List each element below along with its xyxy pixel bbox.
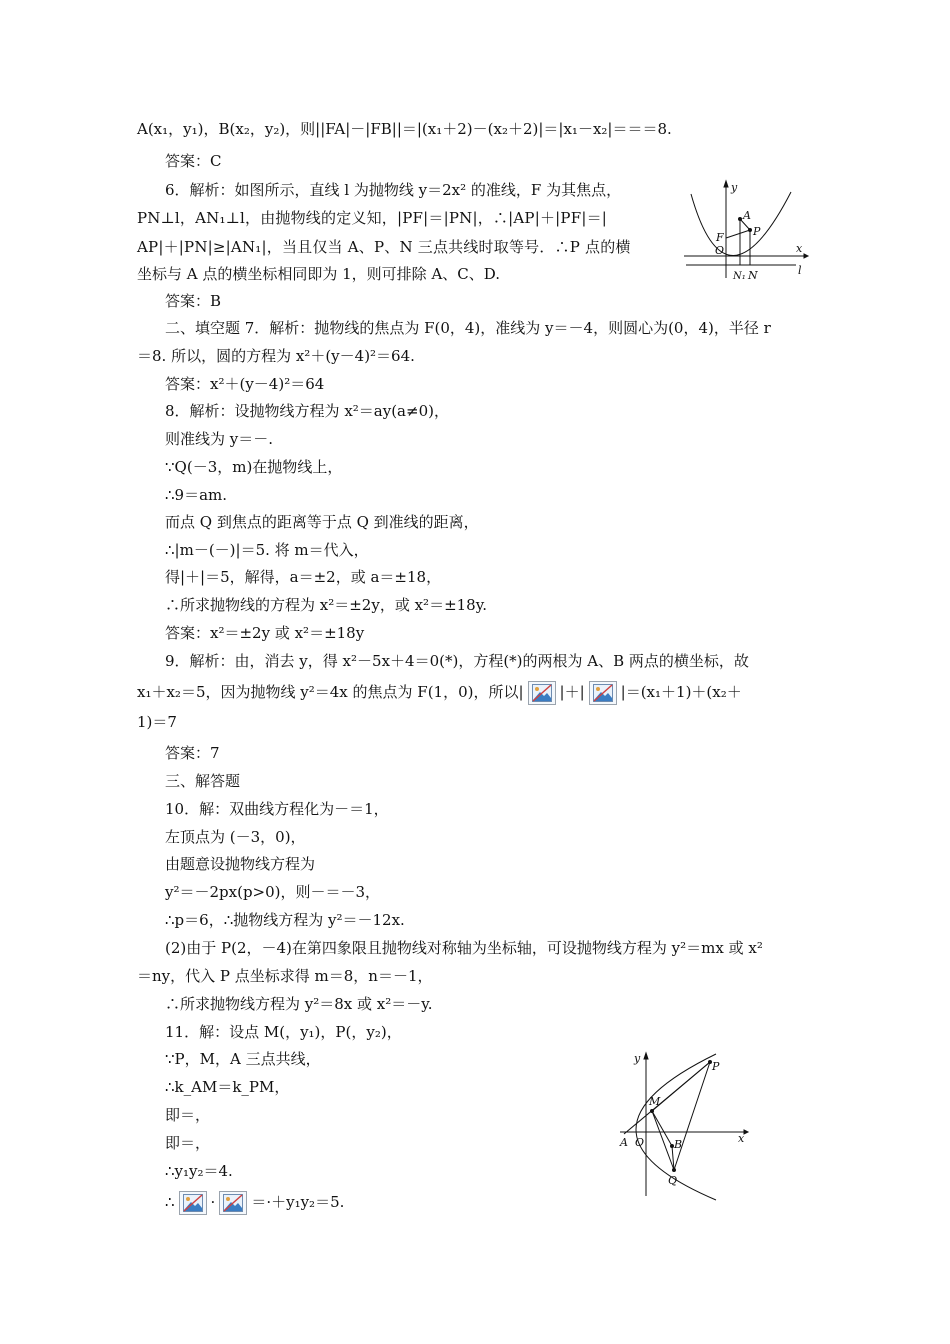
text-line: 而点 Q 到焦点的距离等于点 Q 到准线的距离， [165, 513, 479, 531]
text-line-with-images [165, 1191, 344, 1215]
broken-image-icon [219, 1191, 247, 1215]
segment-fp [726, 230, 750, 238]
line-mq [652, 1111, 674, 1170]
text-line: AP|＋|PN|≥|AN₁|，当且仅当 A、P、N 三点共线时取等号．∴P 点的横 [137, 238, 631, 256]
text-line: 6．解析：如图所示，直线 l 为抛物线 y＝2x² 的准线，F 为其焦点， [165, 181, 622, 199]
answer-line: 答案：x²＝±2y 或 x²＝±18y [165, 624, 365, 642]
parabola-figure-1 [684, 178, 810, 280]
line-mb [652, 1111, 672, 1146]
text-line: ∴|m－(－)|＝5. 将 m＝代入， [165, 541, 369, 559]
text-line: ∴所求抛物线的方程为 x²＝±2y，或 x²＝±18y. [165, 596, 487, 614]
text-line: 即＝， [165, 1106, 211, 1124]
label-m: M [649, 1095, 661, 1108]
text-line: 9．解析：由，消去 y，得 x²－5x＋4＝0(*)，方程(*)的两根为 A、B 两点的横坐标，故 [165, 652, 749, 670]
label-n: N [748, 269, 758, 280]
text-line: 二、填空题 7．解析：抛物线的焦点为 F(0，4)，准线为 y＝－4，则圆心为(0，4)，半径 r [165, 319, 771, 337]
point-p [748, 228, 752, 232]
broken-image-icon [528, 681, 556, 705]
text-line: 8．解析：设抛物线方程为 x²＝ay(a≠0)， [165, 402, 449, 420]
y-axis-arrow [644, 1053, 648, 1059]
text-line: 11．解：设点 M(，y₁)，P(，y₂)， [165, 1023, 402, 1041]
text-span: x₁＋x₂＝5，因为抛物线 y²＝4x 的焦点为 F(1，0)，所以| [137, 683, 524, 701]
label-a: A [743, 209, 751, 222]
text-line: ∴y₁y₂＝4. [165, 1162, 233, 1180]
text-span: · [210, 1193, 216, 1211]
label-l: l [798, 264, 802, 277]
text-line: ∴9＝am. [165, 486, 228, 504]
text-span: |＋| [559, 683, 585, 701]
text-line: ＝ny，代入 P 点坐标求得 m＝8，n＝－1， [137, 967, 433, 985]
label-o: O [715, 244, 725, 257]
text-line: 由题意设抛物线方程为 [165, 855, 316, 873]
label-p: P [753, 225, 761, 238]
label-n1: N₁ [733, 271, 746, 280]
text-line: ∴p＝6，∴抛物线方程为 y²＝－12x. [165, 911, 405, 929]
y-axis-arrow [724, 181, 728, 187]
point-q [672, 1168, 676, 1172]
point-a [738, 217, 742, 221]
label-o: O [635, 1136, 645, 1149]
text-line: ＝8. 所以，圆的方程为 x²＋(y－4)²＝64. [137, 347, 415, 365]
label-a: A [620, 1136, 628, 1149]
label-p: P [712, 1060, 720, 1073]
answer-line: 答案：7 [165, 744, 220, 762]
text-line: 10．解：双曲线方程化为－＝1， [165, 800, 389, 818]
broken-image-icon [179, 1191, 207, 1215]
text-span: ＝·＋y₁y₂＝5. [251, 1193, 345, 1211]
section-heading: 三、解答题 [165, 772, 241, 790]
text-span: |＝(x₁＋1)＋(x₂＋ [620, 683, 742, 701]
text-line: ∴k_AM＝k_PM， [165, 1078, 290, 1096]
label-b: B [674, 1138, 683, 1151]
label-y: y [634, 1052, 641, 1065]
answer-line: 答案：x²＋(y－4)²＝64 [165, 375, 325, 393]
text-line: (2)由于 P(2，－4)在第四象限且抛物线对称轴为坐标轴，可设抛物线方程为 y²＝mx 或 x² [165, 939, 763, 957]
text-span: ∴ [165, 1193, 175, 1211]
answer-line: 答案：B [165, 292, 222, 310]
broken-image-icon [589, 681, 617, 705]
text-line: ∵Q(－3，m)在抛物线上， [165, 458, 343, 476]
text-line: ∴所求抛物线方程为 y²＝8x 或 x²＝－y. [165, 995, 433, 1013]
label-q: Q [668, 1174, 678, 1187]
text-line: y²＝－2px(p>0)，则－＝－3， [165, 883, 381, 901]
text-line: 则准线为 y＝－. [165, 430, 274, 448]
label-f: F [716, 231, 724, 244]
label-x: x [796, 242, 803, 255]
text-line: 得|＋|＝5，解得，a＝±2，或 a＝±18， [165, 568, 442, 586]
text-line: ∵P，M，A 三点共线， [165, 1050, 321, 1068]
line-qp [674, 1062, 710, 1170]
parabola-curve [691, 192, 791, 256]
text-line: 即＝， [165, 1134, 211, 1152]
text-line: 坐标与 A 点的横坐标相同即为 1，则可排除 A、C、D. [137, 265, 501, 283]
point-m [650, 1109, 654, 1113]
x-axis-arrow [744, 1130, 748, 1134]
label-y: y [731, 181, 738, 194]
text-line: 左顶点为 (－3，0)， [165, 828, 306, 846]
text-line-with-images [137, 681, 742, 705]
text-line: A(x₁，y₁)，B(x₂，y₂)，则||FA|－|FB||＝|(x₁＋2)－(x₂＋2)|＝|x₁－x₂|＝＝＝8. [137, 120, 672, 138]
parabola-figure-2 [616, 1048, 756, 1204]
answer-line: 答案：C [165, 152, 222, 170]
x-axis-arrow [804, 254, 808, 258]
line-mp [652, 1062, 710, 1111]
text-line: PN⊥l，AN₁⊥l，由抛物线的定义知，|PF|＝|PN|，∴|AP|＋|PF|＝| [137, 209, 608, 227]
label-x: x [738, 1132, 745, 1145]
text-line: 1)＝7 [137, 713, 177, 731]
